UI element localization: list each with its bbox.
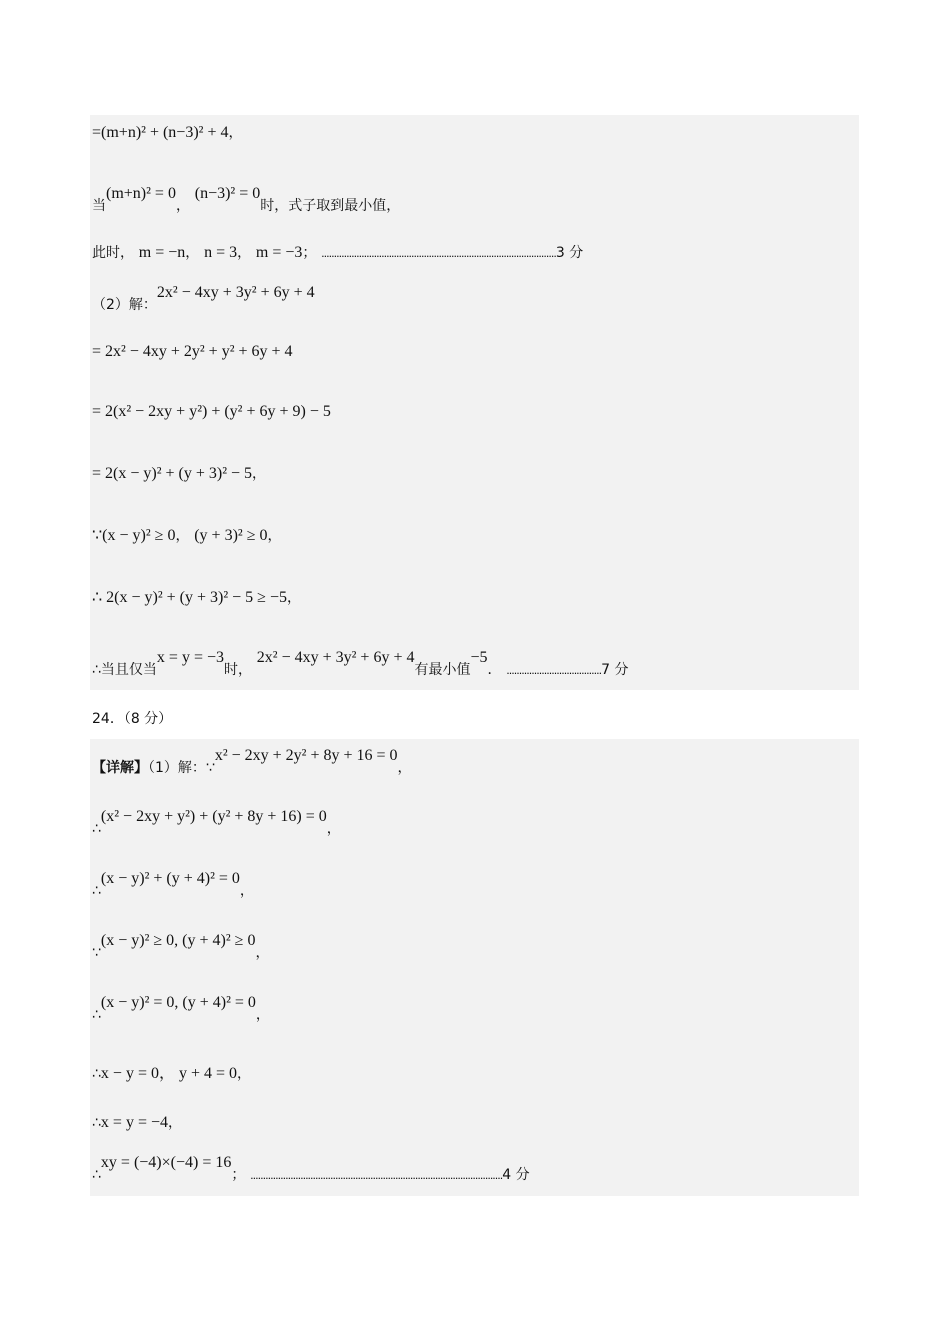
punctuation: ， bbox=[228, 125, 243, 141]
punctuation: ， bbox=[286, 590, 301, 606]
equation-text: 2x² − 4xy + 3y² + 6y + 4 bbox=[156, 284, 315, 301]
text: ∴当且仅当 bbox=[92, 662, 157, 678]
punctuation: ； bbox=[231, 1167, 246, 1183]
equation-text: = 2(x² − 2xy + y²) + (y² + 6y + 9) − 5 bbox=[92, 403, 331, 420]
score-label: 7 分 bbox=[601, 662, 629, 678]
equation-text: m = −3 bbox=[255, 244, 303, 261]
text: 时， bbox=[224, 662, 252, 678]
because-symbol: ∵ bbox=[92, 945, 101, 961]
leader-dots: ...................................... bbox=[506, 664, 602, 677]
detail-label: 【详解】 bbox=[92, 760, 148, 776]
equation-text: n = 3 bbox=[204, 244, 238, 261]
equation-line-2 bbox=[92, 185, 401, 216]
equation-line-9 bbox=[92, 587, 301, 608]
equation-line-8 bbox=[92, 525, 281, 546]
equation-line-10 bbox=[92, 649, 629, 681]
equation-text: (x² − 2xy + y²) + (y² + 8y + 16) = 0 bbox=[100, 808, 327, 825]
text: 当 bbox=[92, 198, 106, 214]
punctuation: ， bbox=[237, 1066, 252, 1082]
equation-text: = 2x² − 4xy + 2y² + y² + 6y + 4 bbox=[92, 343, 293, 360]
punctuation: ， bbox=[237, 245, 252, 261]
therefore-symbol: ∴ bbox=[92, 1066, 101, 1082]
solution-line-8 bbox=[92, 1154, 530, 1186]
equation-text: (y + 3)² ≥ 0 bbox=[194, 527, 268, 544]
therefore-symbol: ∴ bbox=[92, 821, 101, 837]
leader-dots: ..................................................................................................... bbox=[250, 1169, 503, 1182]
equation-text: ∴ 2(x − y)² + (y + 3)² − 5 ≥ −5 bbox=[92, 589, 287, 606]
punctuation: ， bbox=[185, 245, 200, 261]
punctuation: ， bbox=[239, 883, 254, 899]
punctuation: ， bbox=[175, 528, 190, 544]
equation-text: =(m+n)² + (n−3)² + 4 bbox=[92, 124, 229, 141]
punctuation: ． bbox=[487, 662, 502, 678]
punctuation: ， bbox=[175, 198, 190, 214]
solution-line-3 bbox=[92, 870, 254, 901]
equation-line-3 bbox=[92, 242, 583, 264]
text: 此时， bbox=[92, 245, 134, 261]
equation-text: ∵(x − y)² ≥ 0 bbox=[92, 527, 176, 544]
punctuation: ， bbox=[168, 1115, 182, 1131]
leader-dots: .............................................................................................. bbox=[321, 247, 556, 260]
equation-text: m = −n bbox=[138, 244, 186, 261]
equation-text: (x − y)² + (y + 4)² = 0 bbox=[100, 870, 240, 887]
punctuation: ， bbox=[326, 821, 341, 837]
part-label: （2）解： bbox=[92, 297, 157, 313]
equation-line-6 bbox=[92, 401, 331, 422]
therefore-symbol: ∴ bbox=[92, 1115, 101, 1131]
equation-text: (x − y)² ≥ 0, (y + 4)² ≥ 0 bbox=[100, 932, 256, 949]
equation-text: x = y = −4 bbox=[100, 1114, 168, 1131]
equation-line-7 bbox=[92, 463, 266, 484]
equation-text: x² − 2xy + 2y² + 8y + 16 = 0 bbox=[214, 747, 398, 764]
equation-line-4 bbox=[92, 284, 315, 315]
therefore-symbol: ∴ bbox=[92, 1167, 101, 1183]
equation-line-1 bbox=[92, 122, 242, 143]
solution-line-4 bbox=[92, 932, 270, 963]
solution-line-6 bbox=[92, 1063, 251, 1084]
therefore-symbol: ∴ bbox=[92, 1007, 101, 1023]
equation-text: (x − y)² = 0, (y + 4)² = 0 bbox=[100, 994, 256, 1011]
solution-line-5 bbox=[92, 994, 270, 1025]
equation-text: 2x² − 4xy + 3y² + 6y + 4 bbox=[256, 649, 415, 666]
therefore-symbol: ∴ bbox=[92, 883, 101, 899]
equation-text: = 2(x − y)² + (y + 3)² − 5 bbox=[92, 465, 253, 482]
equation-text: xy = (−4)×(−4) = 16 bbox=[100, 1154, 232, 1171]
equation-text: x − y = 0， y + 4 = 0 bbox=[100, 1065, 238, 1082]
solution-line-1 bbox=[92, 747, 412, 778]
solution-line-7 bbox=[92, 1112, 182, 1133]
punctuation: ， bbox=[252, 466, 267, 482]
text: 时，式子取到最小值， bbox=[260, 198, 401, 214]
question-number: 24．（8 分） bbox=[92, 711, 173, 727]
punctuation: ； bbox=[302, 245, 317, 261]
score-label: 3 分 bbox=[555, 245, 584, 261]
text: 有最小值 bbox=[414, 662, 471, 678]
equation-text: x = y = −3 bbox=[156, 649, 224, 666]
score-label: 4 分 bbox=[502, 1167, 530, 1183]
equation-text: (m+n)² = 0 bbox=[106, 185, 176, 202]
punctuation: ， bbox=[267, 528, 282, 544]
equation-line-5 bbox=[92, 341, 293, 362]
text: （1）解：∵ bbox=[148, 760, 215, 776]
question-heading bbox=[92, 708, 172, 729]
equation-text: −5 bbox=[470, 649, 488, 666]
solution-line-2 bbox=[92, 808, 341, 839]
punctuation: ， bbox=[255, 945, 270, 961]
punctuation: ， bbox=[397, 760, 412, 776]
punctuation: ， bbox=[255, 1007, 270, 1023]
equation-text: (n−3)² = 0 bbox=[194, 185, 261, 202]
